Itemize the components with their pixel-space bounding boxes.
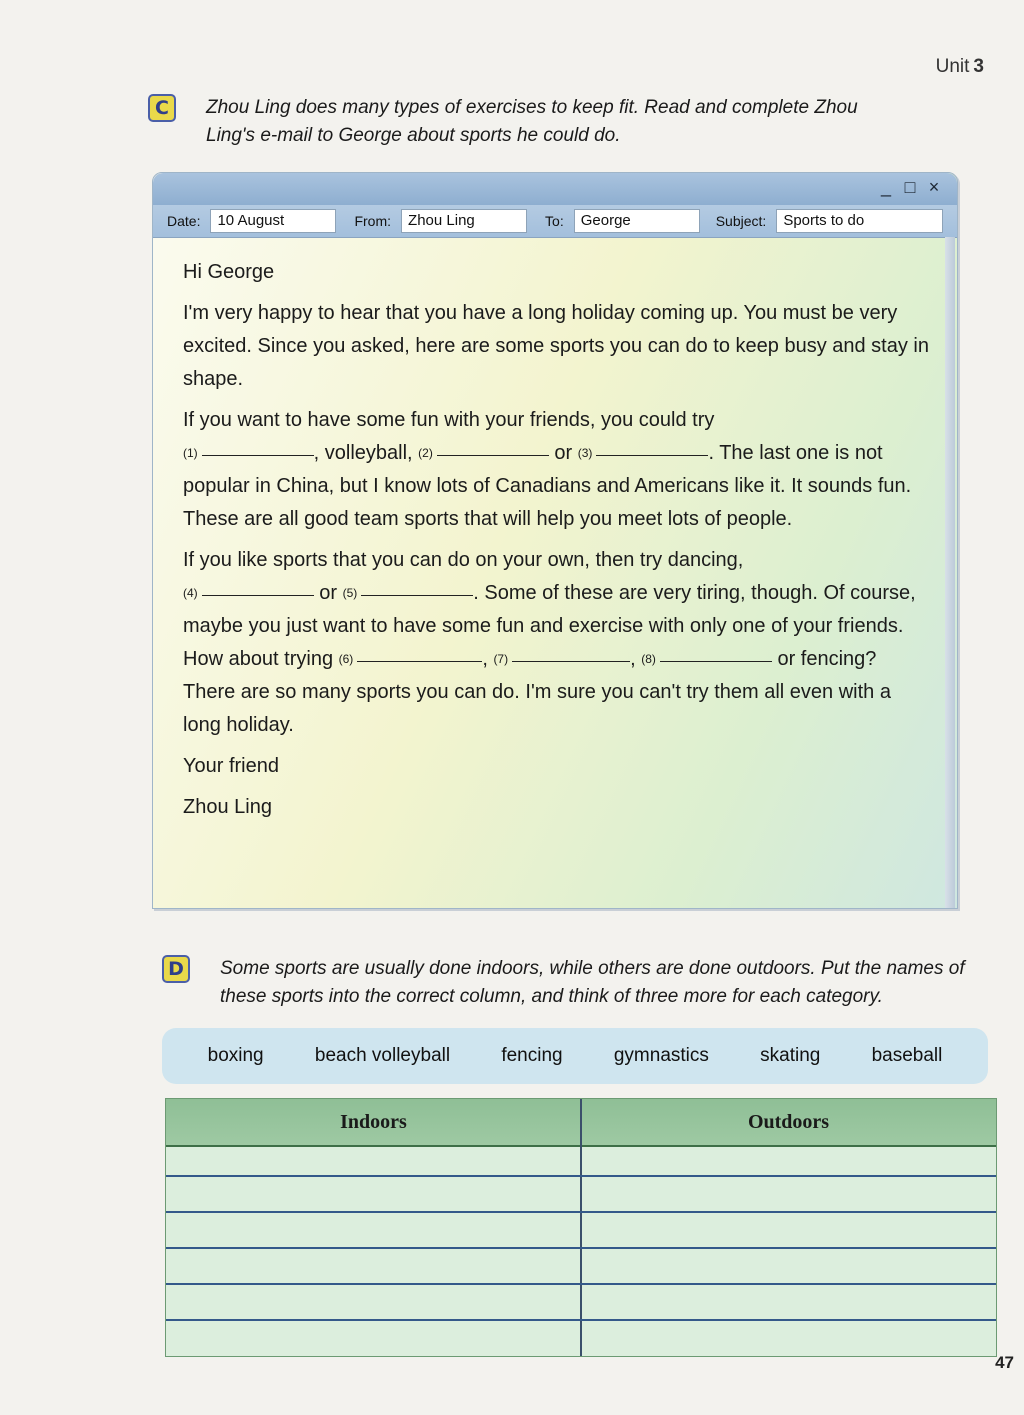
blank-number-1: (1): [183, 446, 198, 460]
table-row-line: [166, 1175, 996, 1177]
to-field[interactable]: George: [574, 209, 700, 233]
scrollbar[interactable]: [945, 237, 955, 908]
paragraph-1: I'm very happy to hear that you have a long holiday coming up. You must be very excited. Since you asked, here are some sports you can do to keep busy and stay in shape.: [183, 302, 929, 390]
email-titlebar: [153, 173, 957, 205]
section-c-badge: C: [148, 94, 176, 122]
column-divider: [580, 1099, 582, 1356]
close-icon[interactable]: ×: [928, 177, 940, 197]
blank-number-3: (3): [577, 446, 593, 460]
subject-field[interactable]: Sports to do: [776, 209, 943, 233]
word-item: boxing: [207, 1045, 264, 1066]
word-item: baseball: [871, 1045, 943, 1066]
word-item: skating: [760, 1045, 821, 1066]
subject-label: Subject:: [715, 213, 767, 229]
paragraph-3: If you like sports that you can do on your own, then try dancing, (4) or (5) . Some of these are very tiring, though. Of course, maybe you just want to have some fun and exercise with only one of your friends. How about trying (6) , (7) , (8) or fencing? There are so many sports you can do. I'm sure you can't try them all even with a long holiday.: [183, 549, 916, 736]
paragraph-2: If you want to have some fun with your friends, you could try (1) , volleyball, (2) or (3) . The last one is not popular in China, but I know lots of Canadians and Americans like it. It sounds fun. These are all good team sports that will help you meet lots of people.: [183, 409, 912, 530]
blank-2[interactable]: [437, 454, 549, 456]
word-item: gymnastics: [613, 1045, 709, 1066]
blank-8[interactable]: [660, 660, 772, 662]
table-row-line: [166, 1319, 996, 1321]
greeting: Hi George: [183, 261, 275, 283]
to-label: To:: [545, 213, 564, 229]
word-box: [162, 1028, 988, 1084]
page-number: 47: [995, 1353, 1014, 1372]
blank-number-5: (5): [342, 586, 358, 600]
blank-number-4: (4): [183, 586, 198, 600]
table-row-line: [166, 1211, 996, 1213]
email-body: [153, 238, 957, 824]
section-d-header: [162, 955, 988, 1011]
blank-3[interactable]: [596, 454, 708, 456]
from-field[interactable]: Zhou Ling: [401, 209, 527, 233]
signature: Zhou Ling: [183, 796, 272, 818]
blank-number-6: (6): [338, 652, 354, 666]
blank-number-7: (7): [493, 652, 509, 666]
signoff: Your friend: [183, 755, 279, 777]
section-c-instructions: Zhou Ling does many types of exercises to keep fit. Read and complete Zhou Ling's e-mail to George about sports he could do.: [206, 97, 858, 146]
section-c-header: [148, 94, 908, 150]
blank-7[interactable]: [512, 660, 630, 662]
date-label: Date:: [167, 213, 201, 229]
indoors-header: Indoors: [340, 1110, 407, 1133]
sports-table: [165, 1098, 997, 1357]
from-label: From:: [354, 213, 392, 229]
blank-number-2: (2): [418, 446, 433, 460]
blank-5[interactable]: [361, 594, 473, 596]
blank-6[interactable]: [357, 660, 482, 662]
section-d-badge: D: [162, 955, 190, 983]
table-row-line: [166, 1247, 996, 1249]
outdoors-header: Outdoors: [747, 1110, 830, 1133]
minimize-icon[interactable]: _: [880, 177, 891, 197]
date-field[interactable]: 10 August: [210, 209, 336, 233]
unit-label: Unit 3: [935, 56, 984, 77]
blank-number-8: (8): [641, 652, 656, 666]
blank-4[interactable]: [202, 594, 314, 596]
email-window: [152, 172, 958, 909]
table-row-line: [166, 1283, 996, 1285]
word-item: fencing: [501, 1045, 563, 1066]
email-header-row: [153, 205, 957, 238]
word-item: beach volleyball: [314, 1045, 451, 1066]
section-d-instructions: Some sports are usually done indoors, while others are done outdoors. Put the names of these sports into the correct column, and think of three more for each category.: [220, 958, 965, 1007]
blank-1[interactable]: [202, 454, 314, 456]
maximize-icon[interactable]: □: [904, 177, 916, 197]
